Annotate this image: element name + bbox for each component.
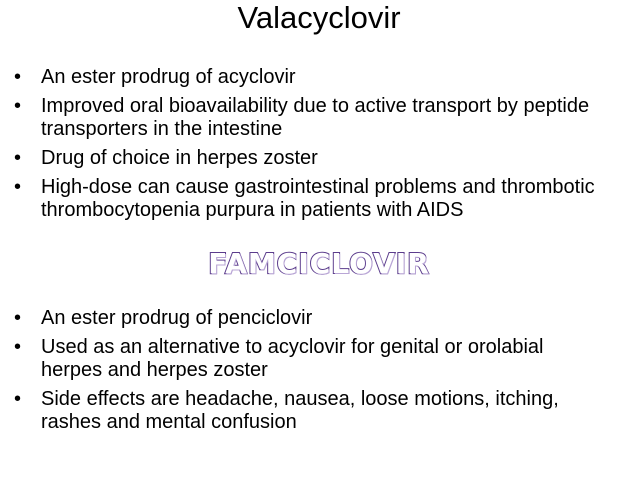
valacyclovir-bullet-list xyxy=(0,66,601,228)
famciclovir-heading: FAMCICLOVIR xyxy=(208,247,430,280)
bullet-text: Side effects are headache, nausea, loose motions, itching, rashes and mental confusion xyxy=(41,388,559,433)
bullet-text: An ester prodrug of penciclovir xyxy=(41,307,313,329)
bullet-dot-icon: • xyxy=(14,176,22,198)
bullet-text: Drug of choice in herpes zoster xyxy=(41,147,318,169)
bullet-dot-icon: • xyxy=(14,95,22,117)
bullet-item xyxy=(0,95,601,141)
bullet-item xyxy=(0,336,601,382)
bullet-item xyxy=(0,388,601,434)
bullet-dot-icon: • xyxy=(14,147,22,169)
bullet-text: Used as an alternative to acyclovir for genital or orolabial herpes and herpes zoster xyxy=(41,336,544,381)
bullet-text: High-dose can cause gastrointestinal problems and thrombotic thrombocytopenia purpura in patients with AIDS xyxy=(41,176,595,221)
bullet-dot-icon: • xyxy=(14,388,22,410)
bullet-item xyxy=(0,176,601,222)
bullet-dot-icon: • xyxy=(14,336,22,358)
bullet-item xyxy=(0,66,601,89)
bullet-text: Improved oral bioavailability due to active transport by peptide transporters in the intestine xyxy=(41,95,590,140)
bullet-dot-icon: • xyxy=(14,66,22,88)
slide-title: Valacyclovir xyxy=(237,0,401,35)
bullet-item xyxy=(0,307,601,330)
bullet-item xyxy=(0,147,601,170)
bullet-text: An ester prodrug of acyclovir xyxy=(41,66,296,88)
bullet-dot-icon: • xyxy=(14,307,22,329)
famciclovir-bullet-list xyxy=(0,307,601,440)
